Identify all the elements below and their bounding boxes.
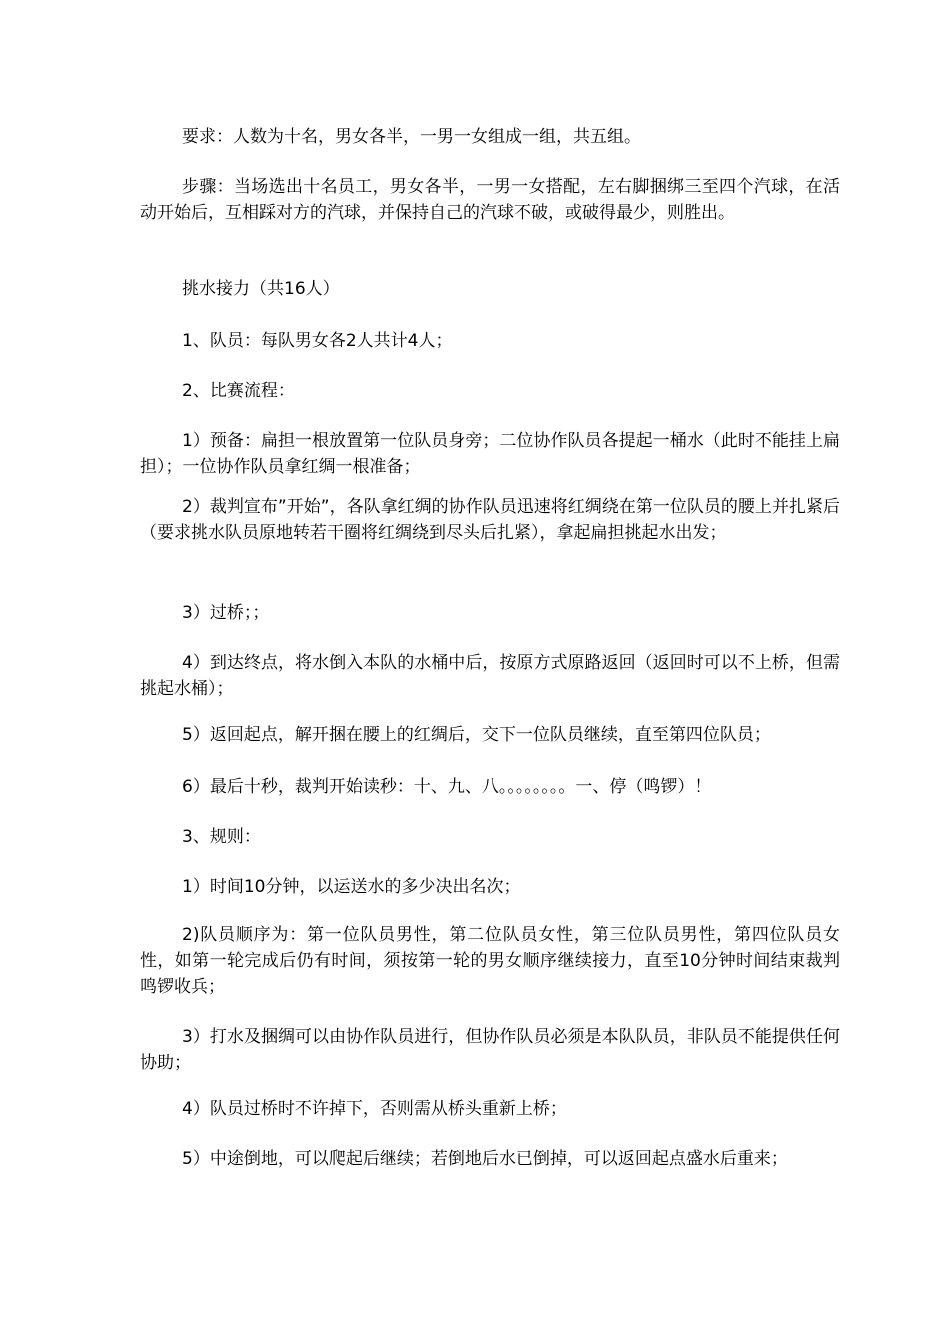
paragraph-step-prepare: 1）预备：扁担一根放置第一位队员身旁；二位协作队员各提起一桶水（此时不能挂上扁担）；一位协作队员拿红绸一根准备； (140, 431, 840, 477)
paragraph-rule-assist: 3）打水及捆绸可以由协作队员进行，但协作队员必须是本队队员，非队员不能提供任何协助； (140, 1027, 840, 1073)
paragraph-step-finish: 4）到达终点，将水倒入本队的水桶中后，按原方式原路返回（返回时可以不上桥，但需挑起水桶）； (140, 653, 840, 699)
paragraph-rule-bridge: 4）队员过桥时不许掉下，否则需从桥头重新上桥； (182, 1099, 567, 1119)
paragraph-team-members: 1、队员：每队男女各2人共计4人； (182, 331, 453, 351)
paragraph-step-return: 5）返回起点，解开捆在腰上的红绸后，交下一位队员继续，直至第四位队员； (182, 725, 771, 745)
paragraph-rule-time: 1）时间10分钟，以运送水的多少决出名次； (182, 877, 521, 897)
paragraph-step-countdown: 6）最后十秒，裁判开始读秒：十、九、八。。。。。。。。一、停（鸣锣）！ (182, 777, 712, 797)
section-title-relay: 挑水接力（共16人） (182, 279, 340, 299)
paragraph-rule-fall: 5）中途倒地，可以爬起后继续；若倒地后水已倒掉，可以返回起点盛水后重来； (182, 1149, 788, 1169)
paragraph-steps: 步骤：当场选出十名员工，男女各半，一男一女搭配，左右脚捆绑三至四个汽球，在活动开始后，互相踩对方的汽球，并保持自己的汽球不破，或破得最少，则胜出。 (140, 177, 840, 223)
paragraph-rules-heading: 3、规则： (182, 827, 261, 847)
paragraph-step-bridge: 3）过桥；； (182, 603, 270, 623)
paragraph-process-heading: 2、比赛流程： (182, 381, 295, 401)
paragraph-requirements: 要求：人数为十名，男女各半，一男一女组成一组，共五组。 (182, 127, 641, 147)
paragraph-rule-order: 2)队员顺序为：第一位队员男性，第二位队员女性，第三位队员男性，第四位队员女性，如第一轮完成后仍有时间，须按第一轮的男女顺序继续接力，直至10分钟时间结束裁判鸣锣收兵； (140, 925, 840, 997)
paragraph-step-start: 2）裁判宣布”开始”，各队拿红绸的协作队员迅速将红绸绕在第一位队员的腰上并扎紧后（要求挑水队员原地转若干圈将红绸绕到尽头后扎紧），拿起扁担挑起水出发； (140, 497, 840, 543)
